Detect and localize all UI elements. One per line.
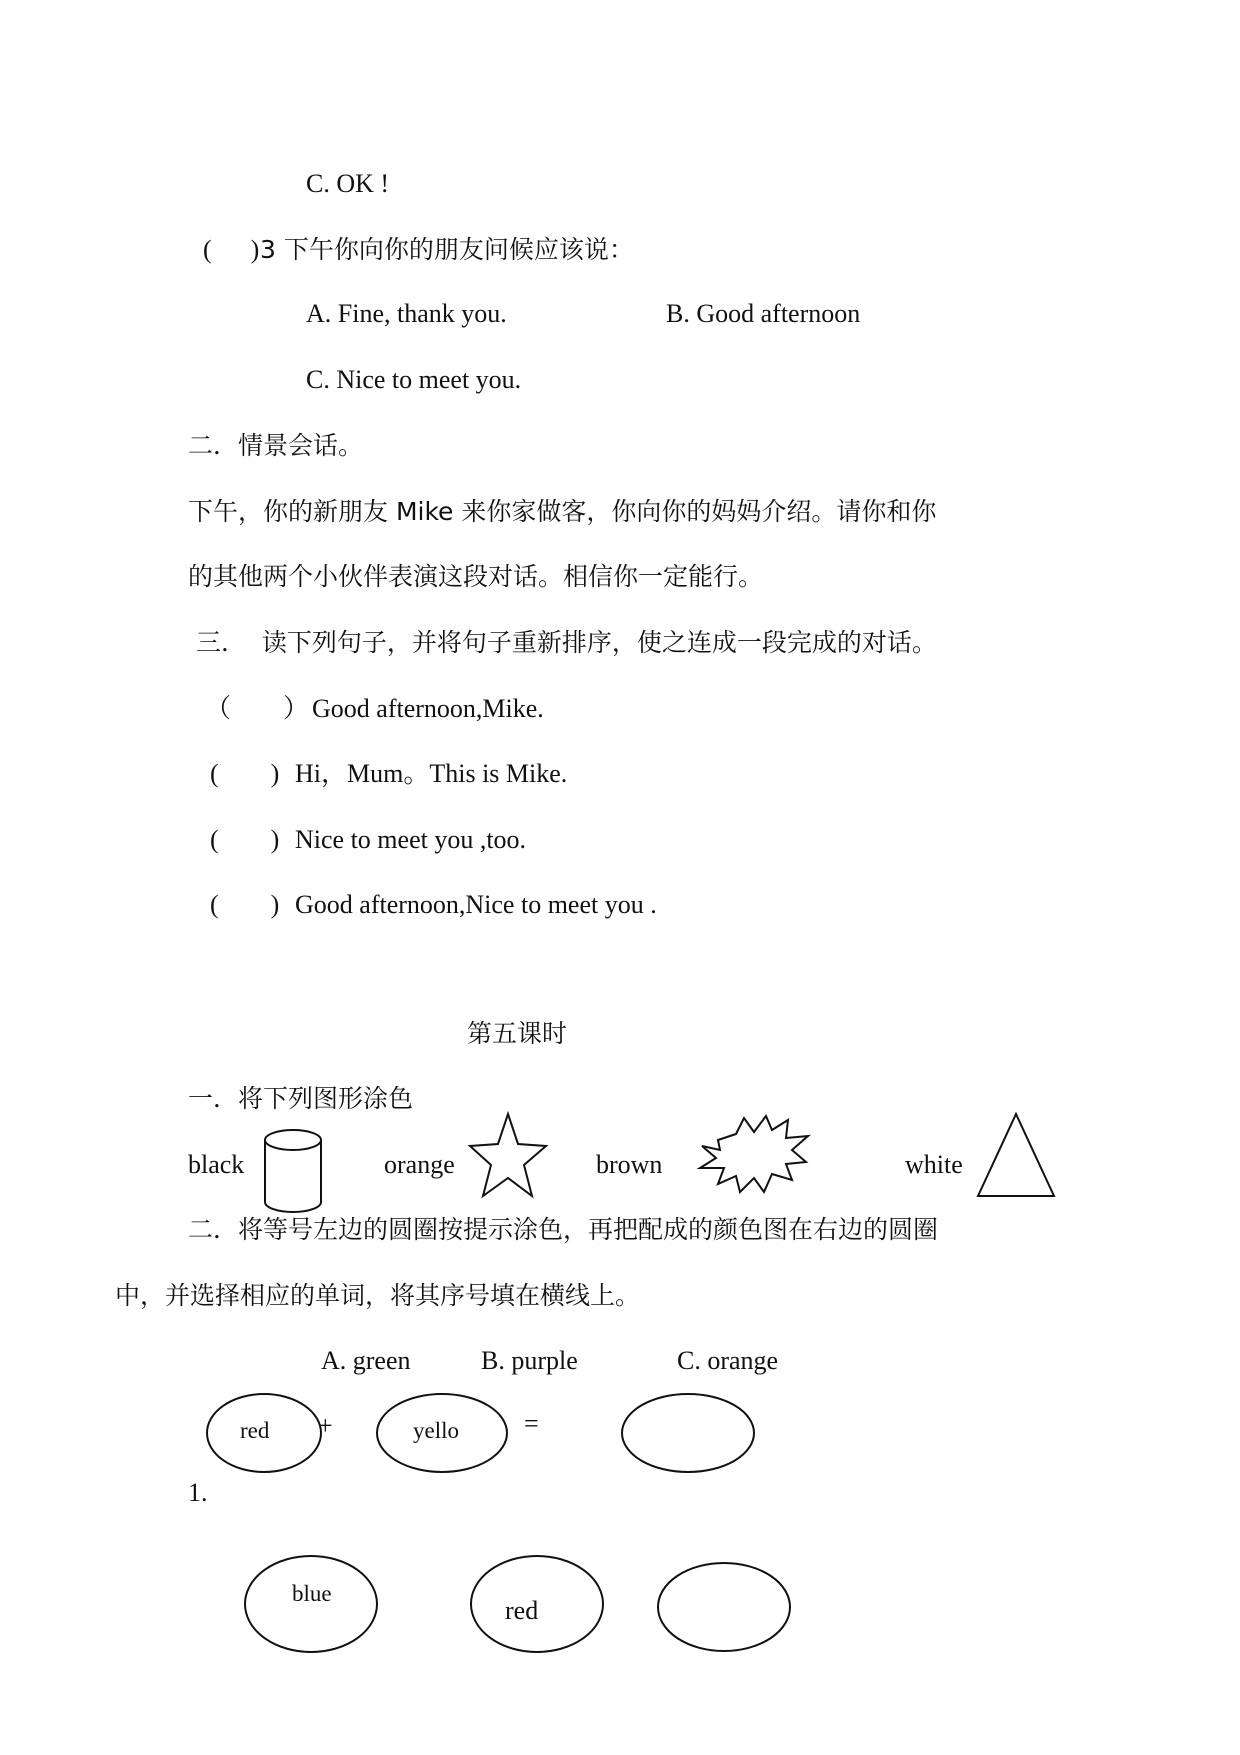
q3-prompt: 3 下午你向你的朋友问候应该说：: [260, 235, 634, 264]
question-number: 1.: [188, 1478, 208, 1507]
order-sentence: Nice to meet you ,too.: [295, 825, 527, 854]
section2-line1: 下午，你的新朋友 Mike 来你家做客，你向你的妈妈介绍。请你和你: [188, 497, 937, 526]
shape-label-brown: brown: [596, 1150, 663, 1179]
shape-label-black: black: [188, 1150, 245, 1179]
q3-option-b: B. Good afternoon: [666, 299, 861, 328]
shape-label-orange: orange: [384, 1150, 455, 1179]
choice-b: B. purple: [481, 1346, 578, 1375]
lesson-title: 第五课时: [467, 1019, 568, 1048]
choice-c: C. orange: [677, 1346, 779, 1375]
order-paren: ( ): [210, 825, 280, 854]
q2-option-c: C. OK !: [306, 169, 390, 198]
circle-label-red: red: [240, 1418, 270, 1443]
triangle-icon: [976, 1112, 1056, 1198]
order-paren: ( ): [210, 890, 280, 919]
lesson5-q2-line2: 中，并选择相应的单词，将其序号填在横线上。: [115, 1281, 641, 1310]
burst-icon: [696, 1112, 812, 1196]
order-paren: ( ): [210, 759, 280, 788]
order-sentence: Hi，Mum。This is Mike.: [295, 759, 568, 788]
section3-heading: 三． 读下列句子，并将句子重新排序，使之连成一段完成的对话。: [196, 628, 937, 657]
lesson5-q1-heading: 一．将下列图形涂色: [188, 1084, 414, 1113]
order-sentence: Good afternoon,Mike.: [312, 694, 544, 723]
order-paren: （ ）: [205, 694, 310, 723]
q3-option-a: A. Fine, thank you.: [306, 299, 507, 328]
circle-label-red-2: red: [505, 1596, 539, 1625]
circle-result-2[interactable]: [656, 1561, 792, 1653]
q3-paren: ( ): [203, 235, 260, 264]
choice-a: A. green: [321, 1346, 411, 1375]
circle-label-blue: blue: [292, 1581, 332, 1606]
q3-option-c: C. Nice to meet you.: [306, 365, 522, 394]
section2-heading: 二．情景会话。: [188, 431, 364, 460]
circle-result-1[interactable]: [620, 1392, 756, 1474]
plus-sign: +: [318, 1411, 333, 1440]
circle-label-yellow: yello: [413, 1418, 459, 1443]
cylinder-icon: [262, 1128, 324, 1214]
star-icon: [468, 1112, 548, 1198]
shape-label-white: white: [905, 1150, 963, 1179]
order-sentence: Good afternoon,Nice to meet you .: [295, 890, 657, 919]
lesson5-q2-line1: 二．将等号左边的圆圈按提示涂色，再把配成的颜色图在右边的圆圈: [188, 1215, 939, 1244]
equals-sign: =: [524, 1409, 539, 1438]
section2-line2: 的其他两个小伙伴表演这段对话。相信你一定能行。: [188, 562, 764, 591]
